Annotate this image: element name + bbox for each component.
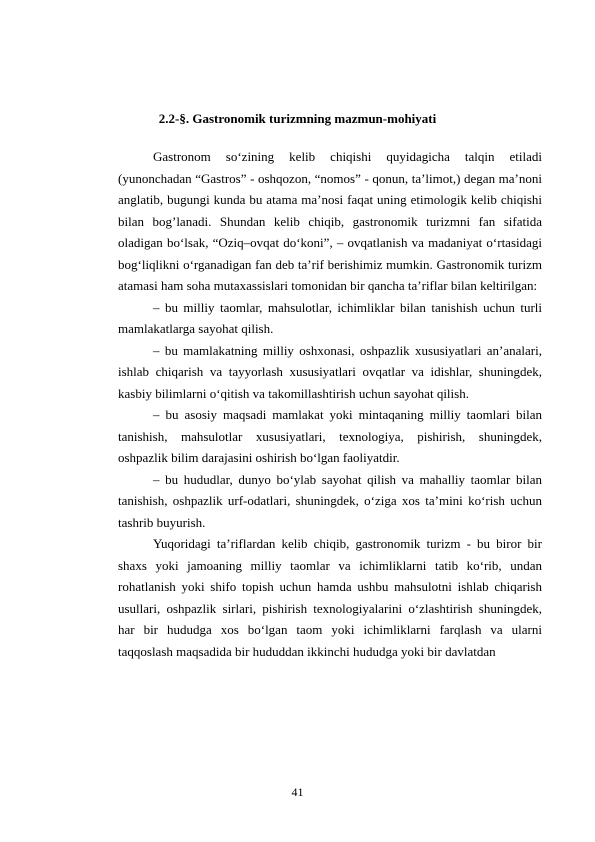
paragraph-intro: Gastronom so‘zining kelib chiqishi quyidagicha talqin etiladi (yunonchadan “Gastros” - oshqozon, “nomos” - qonun, ta’limot,) degan ma’noni anglatib, bugungi kunda bu atama ma’nosi faqat uning etimologik kelib chiqishi bilan bog’lanadi. Shundan kelib chiqib, gastronomik turizmni fan sifatida oladigan bo‘lsak, “Oziq–ovqat do‘koni”, – ovqatlanish va madaniyat o‘rtasidagi bog‘liqlikni o‘rganadigan fan deb ta’rif berishimiz mumkin. Gastronomik turizm atamasi ham soha mutaxassislari tomonidan bir qancha ta’riflar bilan keltirilgan: bbox=[118, 149, 542, 293]
paragraph-conclusion: Yuqoridagi ta’riflardan kelib chiqib, gastronomik turizm - bu biror bir shaxs yoki jamoaning milliy taomlar va ichimliklarni tatib ko‘rib, undan rohatlanish yoki shifo topish uchun hamda ushbu mahsulotni ishlab chiqarish usullari, oshpazlik sirlari, pishirish texnologiyalarini o‘zlashtirish shuningdek, har bir hududga xos bo‘lgan taom yoki ichimliklarni farqlash va ularni taqqoslash maqsadida bir hududdan ikkinchi hududga yoki bir davlatdan bbox=[118, 536, 542, 659]
paragraph-definition-1: – bu milliy taomlar, mahsulotlar, ichimliklar bilan tanishish uchun turli mamlakatlarga sayohat qilish. bbox=[118, 299, 542, 336]
section-heading: 2.2-§. Gastronomik turizmning mazmun-mohiyati bbox=[158, 111, 437, 126]
paragraph-definition-3: – bu asosiy maqsadi mamlakat yoki mintaqaning milliy taomlari bilan tanishish, mahsulotlar xususiyatlari, texnologiya, pishirish, shuningdek, oshpazlik bilim darajasini oshirish bo‘lgan faoliyatdir. bbox=[118, 407, 542, 465]
paragraph-definition-4: – bu hududlar, dunyo bo‘ylab sayohat qilish va mahalliy taomlar bilan tanishish, oshpazlik urf-odatlari, shuningdek, o‘ziga xos ta’mini ko‘rish uchun tashrib buyurish. bbox=[118, 471, 542, 530]
page-number: 41 bbox=[291, 785, 304, 799]
body-text bbox=[118, 146, 542, 662]
paragraph-definition-2: – bu mamlakatning milliy oshxonasi, oshpazlik xususiyatlari an’analari, ishlab chiqarish va tayyorlash xususiyatlari ovqatlar va idishlar, shuningdek, kasbiy bilimlarni o‘qitish va takomillashtirish uchun sayohat qilish. bbox=[118, 342, 542, 401]
